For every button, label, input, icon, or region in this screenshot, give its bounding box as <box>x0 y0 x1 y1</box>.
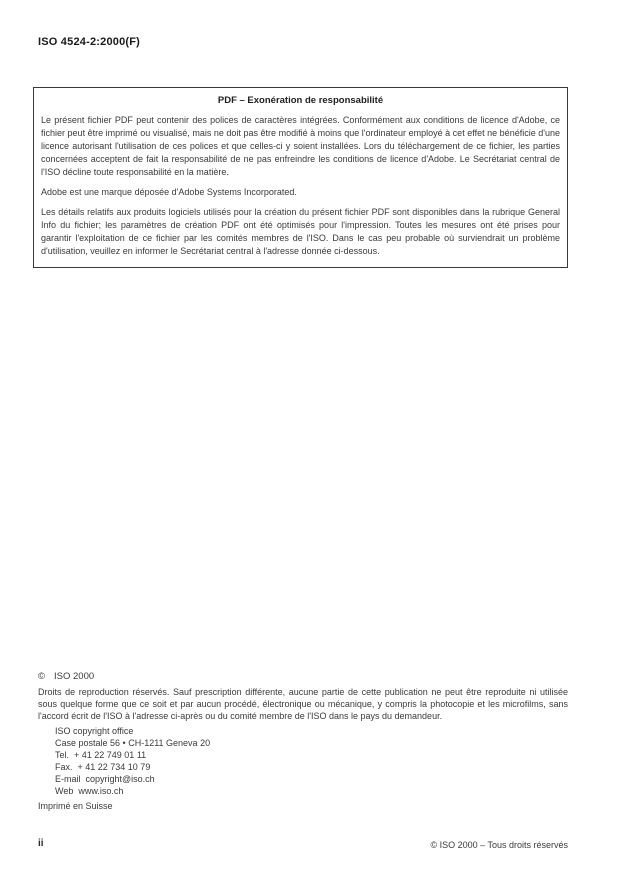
page-number: ii <box>38 838 44 849</box>
copyright-section <box>38 671 568 812</box>
reproduction-rights-paragraph: Droits de reproduction réservés. Sauf prescription différente, aucune partie de cette publication ne peut être reproduite ni utilisée sous quelque forme que ce soit et par aucun procédé, électronique ou mécanique, y compris la photocopie et les microfilms, sans l'accord écrit de l'ISO à l'adresse ci-après ou du comité membre de l'ISO dans le pays du demandeur. <box>38 687 568 721</box>
copyright-symbol: © <box>38 671 45 682</box>
disclaimer-paragraph-2: Adobe est une marque déposée d'Adobe Systems Incorporated. <box>41 187 297 197</box>
iso-address-block <box>55 725 568 797</box>
copyright-notice-text: ISO 2000 <box>54 671 95 682</box>
copyright-notice <box>38 671 568 683</box>
disclaimer-title: PDF – Exonération de responsabilité <box>217 95 384 106</box>
disclaimer-paragraph-3: Les détails relatifs aux produits logiciels utilisés pour la création du présent fichier PDF sont disponibles dans la rubrique General Info du fichier; les paramètres de création PDF ont été optimisés pour l'impression. Toutes les mesures ont été prises pour garantir l'exploitation de ce fichier par les comités membres de l'ISO. Dans le cas peu probable où surviendrait un problème d'utilisation, veuillez en informer le Secrétariat central à l'adresse donnée ci-dessous. <box>41 207 560 256</box>
address-line-fax: Fax. + 41 22 734 10 79 <box>55 762 151 772</box>
address-line-tel: Tel. + 41 22 749 01 11 <box>55 750 147 760</box>
footer-copyright-line: © ISO 2000 – Tous droits réservés <box>430 840 568 850</box>
printed-in-country: Imprimé en Suisse <box>38 801 113 811</box>
disclaimer-paragraph-1: Le présent fichier PDF peut contenir des polices de caractères intégrées. Conformément aux conditions de licence d'Adobe, ce fichier peut être imprimé ou visualisé, mais ne doit pas être modifié à moins que l'ordinateur employé à cet effet ne bénéficie d'une licence autorisant l'utilisation de ces polices et que celles-ci y soient installées. Lors du téléchargement de ce fichier, les parties concernées acceptent de fait la responsabilité de ne pas enfreindre les conditions de licence d'Adobe. Le Secrétariat central de l'ISO décline toute responsabilité en la matière. <box>41 115 560 177</box>
address-line-office: ISO copyright office <box>55 726 134 736</box>
address-line-postal: Case postale 56 • CH-1211 Geneva 20 <box>55 738 211 748</box>
address-line-web: Web www.iso.ch <box>55 786 124 796</box>
document-reference-header: ISO 4524-2:2000(F) <box>38 36 141 48</box>
address-line-email: E-mail copyright@iso.ch <box>55 774 155 784</box>
pdf-disclaimer-box <box>33 87 568 268</box>
